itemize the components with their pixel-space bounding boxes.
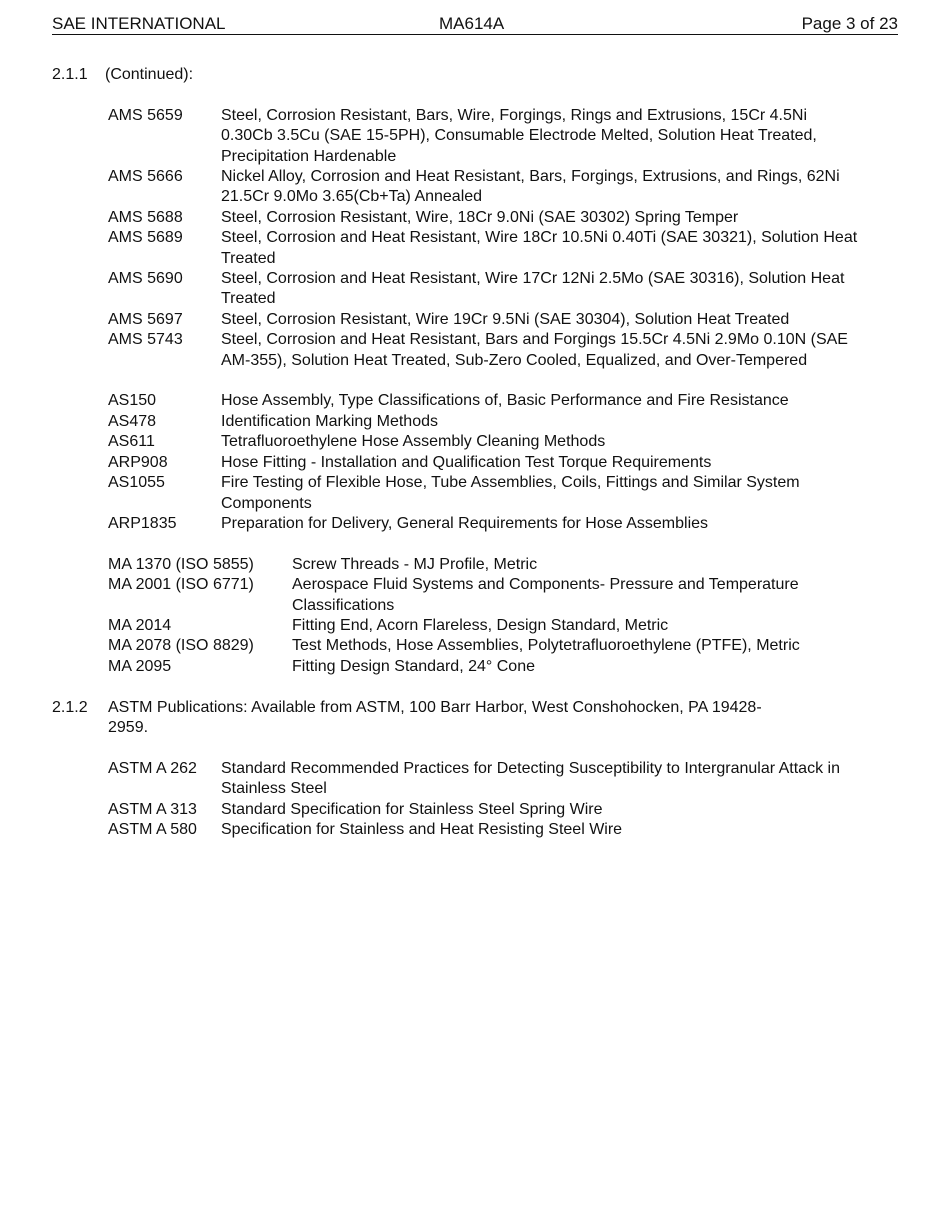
reference-row xyxy=(108,106,898,167)
reference-row xyxy=(108,759,898,800)
page-header xyxy=(52,13,898,35)
reference-row xyxy=(108,800,898,820)
reference-row xyxy=(108,330,898,371)
reference-code: AMS 5743 xyxy=(108,331,183,349)
reference-code: MA 2001 (ISO 6771) xyxy=(108,576,254,594)
reference-title: Test Methods, Hose Assemblies, Polytetrafluoroethylene (PTFE), Metric xyxy=(292,637,800,655)
reference-row xyxy=(108,167,898,208)
astm-reference-list xyxy=(108,759,898,841)
reference-row xyxy=(108,636,898,656)
reference-code: AMS 5697 xyxy=(108,310,183,328)
reference-code: AS1055 xyxy=(108,474,165,492)
reference-code: AMS 5688 xyxy=(108,208,183,226)
reference-title: Fitting Design Standard, 24° Cone xyxy=(292,657,535,675)
reference-title: Tetrafluoroethylene Hose Assembly Cleaning Methods xyxy=(221,433,606,451)
reference-code: ARP1835 xyxy=(108,514,177,532)
reference-code: ASTM A 580 xyxy=(108,820,197,838)
reference-title: Steel, Corrosion and Heat Resistant, Bars and Forgings 15.5Cr 4.5Ni 2.9Mo 0.10N (SAE AM-355), Solution Heat Treated, Sub-Zero Cooled, Equalized, and Over-Tempered xyxy=(221,331,848,369)
as-reference-list xyxy=(108,391,898,534)
reference-row xyxy=(108,412,898,432)
reference-row xyxy=(108,432,898,452)
reference-row xyxy=(108,473,898,514)
reference-row xyxy=(108,820,898,840)
ams-reference-list xyxy=(108,106,898,371)
reference-title: Hose Assembly, Type Classifications of, Basic Performance and Fire Resistance xyxy=(221,392,789,410)
reference-code: ARP908 xyxy=(108,453,168,471)
reference-title: Steel, Corrosion Resistant, Wire, 18Cr 9.0Ni (SAE 30302) Spring Temper xyxy=(221,208,739,226)
reference-title: Steel, Corrosion Resistant, Wire 19Cr 9.5Ni (SAE 30304), Solution Heat Treated xyxy=(221,310,790,328)
reference-code: ASTM A 313 xyxy=(108,800,197,818)
reference-row xyxy=(108,575,898,616)
reference-title: Nickel Alloy, Corrosion and Heat Resistant, Bars, Forgings, Extrusions, and Rings, 62Ni 21.5Cr 9.0Mo 3.65(Cb+Ta) Annealed xyxy=(221,168,840,206)
section-2-1-2-text: ASTM Publications: Available from ASTM, 100 Barr Harbor, West Conshohocken, PA 19428-2959. xyxy=(108,698,762,736)
reference-title: Steel, Corrosion and Heat Resistant, Wire 17Cr 12Ni 2.5Mo (SAE 30316), Solution Heat Treated xyxy=(221,270,845,308)
reference-row xyxy=(108,555,898,575)
reference-row xyxy=(108,228,898,269)
reference-row xyxy=(108,208,898,228)
reference-code: ASTM A 262 xyxy=(108,759,197,777)
reference-code: AS478 xyxy=(108,412,157,430)
reference-title: Preparation for Delivery, General Requirements for Hose Assemblies xyxy=(221,514,709,532)
reference-title: Steel, Corrosion Resistant, Bars, Wire, Forgings, Rings and Extrusions, 15Cr 4.5Ni 0.30Cb 3.5Cu (SAE 15-5PH), Consumable Electrode Melted, Solution Heat Treated, Precipitation Hardenable xyxy=(221,106,817,165)
reference-title: Specification for Stainless and Heat Resisting Steel Wire xyxy=(221,820,623,838)
reference-title: Standard Recommended Practices for Detecting Susceptibility to Intergranular Attack in Stainless Steel xyxy=(221,759,840,798)
reference-title: Aerospace Fluid Systems and Components- Pressure and Temperature Classifications xyxy=(292,576,799,614)
reference-code: MA 1370 (ISO 5855) xyxy=(108,555,254,573)
document-body xyxy=(52,65,898,840)
reference-title: Standard Specification for Stainless Steel Spring Wire xyxy=(221,800,603,818)
header-org: SAE INTERNATIONAL xyxy=(52,14,226,33)
reference-code: AS611 xyxy=(108,433,155,451)
reference-code: MA 2014 xyxy=(108,616,172,634)
reference-title: Fire Testing of Flexible Hose, Tube Assemblies, Coils, Fittings and Similar System Components xyxy=(221,474,800,512)
reference-row xyxy=(108,514,898,534)
section-number: 2.1.1 xyxy=(52,66,88,83)
reference-code: AMS 5659 xyxy=(108,106,183,124)
reference-title: Identification Marking Methods xyxy=(221,412,438,430)
reference-code: AMS 5689 xyxy=(108,229,183,247)
header-page-number: Page 3 of 23 xyxy=(801,14,898,33)
reference-title: Steel, Corrosion and Heat Resistant, Wire 18Cr 10.5Ni 0.40Ti (SAE 30321), Solution Heat Treated xyxy=(221,229,858,267)
reference-code: MA 2078 (ISO 8829) xyxy=(108,637,254,655)
reference-row xyxy=(108,657,898,677)
reference-row xyxy=(108,310,898,330)
section-number: 2.1.2 xyxy=(52,698,88,716)
reference-row xyxy=(108,616,898,636)
reference-title: Fitting End, Acorn Flareless, Design Standard, Metric xyxy=(292,616,669,634)
section-2-1-1-heading xyxy=(52,65,898,85)
reference-row xyxy=(108,269,898,310)
reference-code: MA 2095 xyxy=(108,657,172,675)
reference-row xyxy=(108,391,898,411)
reference-row xyxy=(108,453,898,473)
reference-code: AS150 xyxy=(108,392,157,410)
reference-code: AMS 5690 xyxy=(108,270,183,288)
reference-title: Hose Fitting - Installation and Qualification Test Torque Requirements xyxy=(221,453,712,471)
reference-title: Screw Threads - MJ Profile, Metric xyxy=(292,555,538,573)
header-doc-id: MA614A xyxy=(439,14,505,33)
ma-reference-list xyxy=(108,555,898,677)
reference-code: AMS 5666 xyxy=(108,168,183,186)
section-title: (Continued): xyxy=(105,66,194,83)
